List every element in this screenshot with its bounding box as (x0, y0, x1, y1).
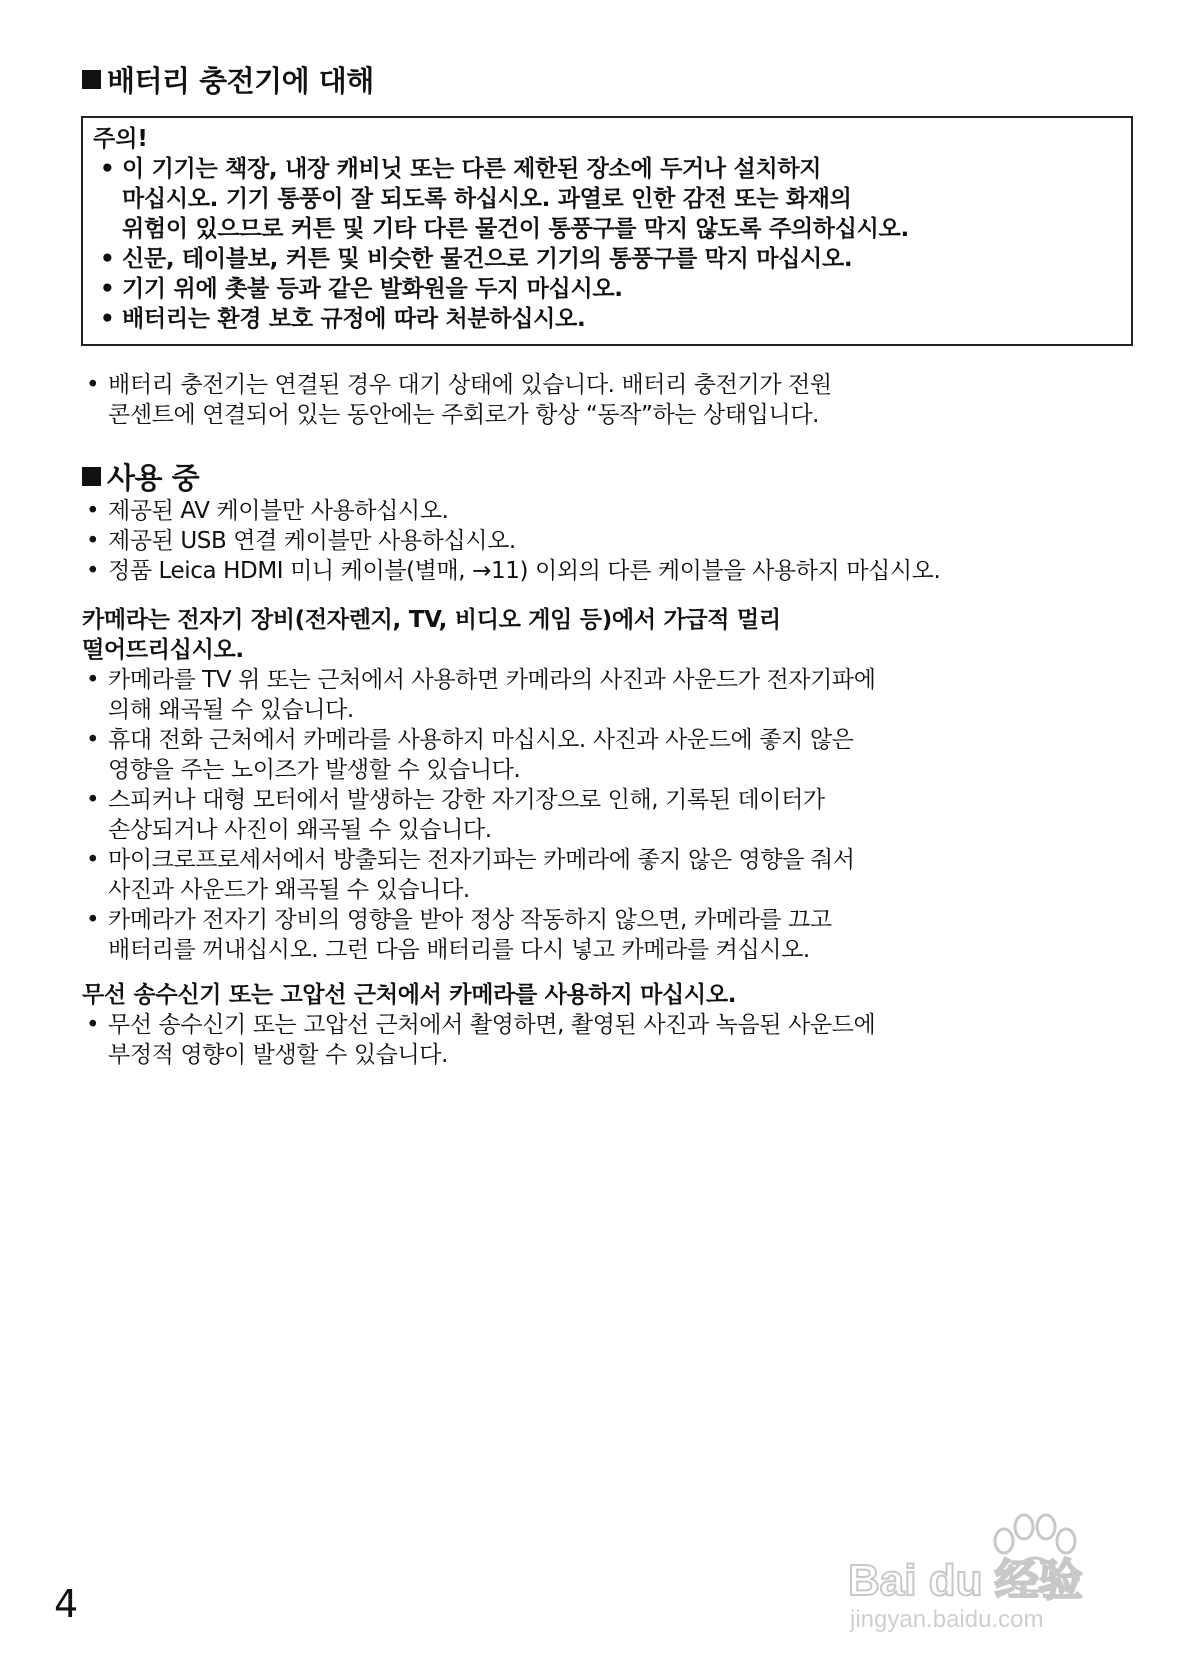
section-heading-use: 사용 중 (82, 460, 199, 496)
caution-list (100, 154, 909, 334)
use-list (86, 496, 940, 586)
list-item-text: 정품 Leica HDMI 미니 케이블(별매, →11) 이외의 다른 케이블을 사용하지 마십시오. (108, 558, 941, 584)
list-item (86, 370, 832, 430)
bullet: • (86, 528, 100, 554)
radio-subheading: 무선 송수신기 또는 고압선 근처에서 카메라를 사용하지 마십시오. (82, 982, 737, 1008)
list-item (86, 496, 940, 526)
list-item (86, 725, 876, 785)
bullet: • (86, 372, 100, 398)
list-item-text: 배터리 충전기는 연결된 경우 대기 상태에 있습니다. 배터리 충전기가 전원 콘센트에 연결되어 있는 동안에는 주회로가 항상 “동작”하는 상태입니다. (108, 372, 832, 428)
list-item-text: 마이크로프로세서에서 방출되는 전자기파는 카메라에 좋지 않은 영향을 줘서 사진과 사운드가 왜곡될 수 있습니다. (108, 847, 855, 903)
list-item (86, 785, 876, 845)
list-item-text: 스피커나 대형 모터에서 발생하는 강한 자기장으로 인해, 기록된 데이터가 손상되거나 사진이 왜곡될 수 있습니다. (108, 787, 825, 843)
caution-item-text: 배터리는 환경 보호 규정에 따라 처분하십시오. (122, 306, 586, 332)
watermark-url: jingyan.baidu.com (850, 1606, 1044, 1633)
bullet: • (86, 727, 100, 753)
charger-notes-list (86, 370, 832, 430)
caution-title: 주의! (93, 126, 148, 152)
emi-subheading: 카메라는 전자기 장비(전자렌지, TV, 비디오 게임 등)에서 가급적 멀리 떨어뜨리십시오. (82, 607, 781, 663)
bullet: • (86, 558, 100, 584)
caution-item (100, 154, 909, 244)
bullet: • (86, 787, 100, 813)
caution-item (100, 304, 909, 334)
list-item (86, 556, 940, 586)
bullet: • (100, 156, 115, 182)
bullet: • (86, 667, 100, 693)
list-item-text: 제공된 AV 케이블만 사용하십시오. (108, 498, 449, 524)
list-item (86, 845, 876, 905)
bullet: • (100, 276, 115, 302)
page-number: 4 (54, 1582, 79, 1626)
list-item-text: 무선 송수신기 또는 고압선 근처에서 촬영하면, 촬영된 사진과 녹음된 사운드에 부정적 영향이 발생할 수 있습니다. (108, 1012, 876, 1068)
bullet: • (100, 246, 115, 272)
caution-item-text: 이 기기는 책장, 내장 캐비닛 또는 다른 제한된 장소에 두거나 설치하지 마십시오. 기기 통풍이 잘 되도록 하십시오. 과열로 인한 감전 또는 화재의 위험이 있으므로 커튼 및 기타 다른 물건이 통풍구를 막지 않도록 주의하십시오. (122, 156, 909, 242)
bullet: • (86, 847, 100, 873)
bullet: • (100, 306, 115, 332)
bullet: • (86, 498, 100, 524)
baidu-watermark (848, 1505, 1128, 1635)
radio-list (86, 1010, 875, 1070)
square-bullet-icon (82, 467, 101, 486)
list-item (86, 526, 940, 556)
caution-item (100, 244, 909, 274)
list-item (86, 905, 876, 965)
caution-item-text: 신문, 테이블보, 커튼 및 비슷한 물건으로 기기의 통풍구를 막지 마십시오. (122, 246, 853, 272)
caution-item (100, 274, 909, 304)
section-heading-charger: 배터리 충전기에 대해 (82, 63, 374, 99)
list-item (86, 1010, 875, 1070)
bullet: • (86, 907, 100, 933)
square-bullet-icon (82, 70, 101, 89)
list-item-text: 휴대 전화 근처에서 카메라를 사용하지 마십시오. 사진과 사운드에 좋지 않은 영향을 주는 노이즈가 발생할 수 있습니다. (108, 727, 854, 783)
list-item (86, 665, 876, 725)
list-item-text: 카메라를 TV 위 또는 근처에서 사용하면 카메라의 사진과 사운드가 전자기파에 의해 왜곡될 수 있습니다. (108, 667, 876, 723)
watermark-brand: Bai du 经验 (848, 1556, 1083, 1605)
bullet: • (86, 1012, 100, 1038)
list-item-text: 카메라가 전자기 장비의 영향을 받아 정상 작동하지 않으면, 카메라를 끄고 배터리를 꺼내십시오. 그런 다음 배터리를 다시 넣고 카메라를 켜십시오. (108, 907, 832, 963)
list-item-text: 제공된 USB 연결 케이블만 사용하십시오. (108, 528, 516, 554)
emi-list (86, 665, 876, 965)
caution-item-text: 기기 위에 촛불 등과 같은 발화원을 두지 마십시오. (122, 276, 623, 302)
